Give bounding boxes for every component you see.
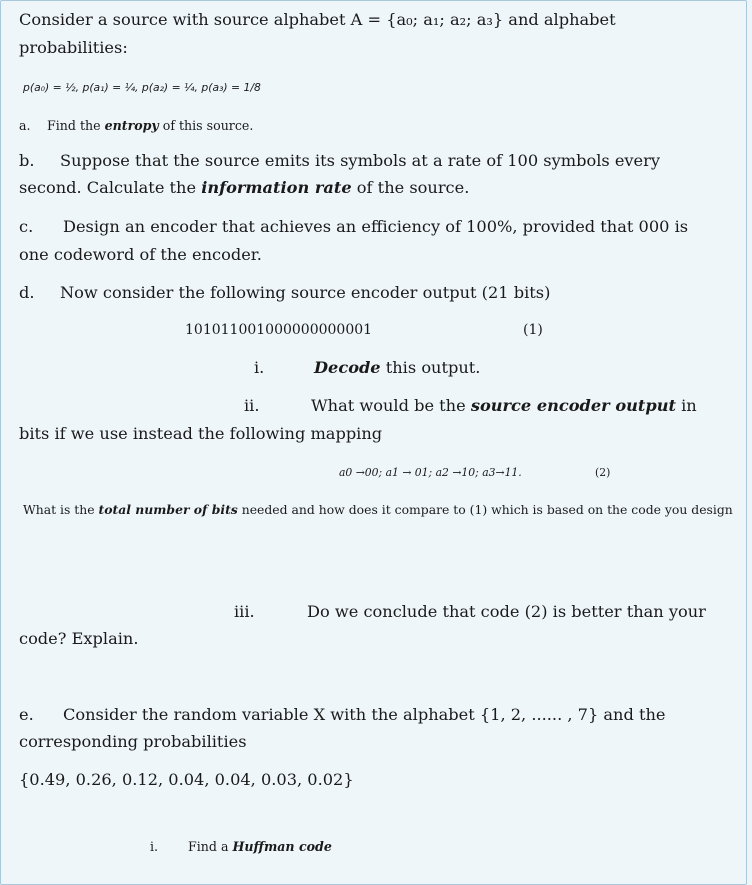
question-a-pre: Find the	[47, 118, 105, 133]
intro-line-2: probabilities:	[19, 38, 128, 57]
question-c-text-1: Design an encoder that achieves an efficiency of 100%, provided that 000 is	[63, 217, 689, 236]
encoder-output-bits: 101011001000000000001	[185, 322, 373, 338]
equation-number-1: (1)	[523, 322, 543, 338]
question-d-ii-line-2: bits if we use instead the following mapping	[19, 424, 383, 443]
question-b-post: of the source.	[351, 178, 470, 197]
question-a-label: a.	[19, 118, 31, 133]
intro-probabilities: p(a₀) = ½, p(a₁) = ¼, p(a₂) = ¼, p(a₃) = 1/8	[23, 81, 261, 94]
question-b-label: b.	[19, 151, 35, 170]
equation-number-2: (2)	[595, 466, 611, 479]
question-d-text-1: Now consider the following source encoder output (21 bits)	[60, 283, 551, 302]
intro-line-1: Consider a source with source alphabet A = {a₀; a₁; a₂; a₃} and alphabet	[19, 10, 616, 29]
question-c-line-1	[19, 217, 688, 236]
question-d-ii-post: in	[675, 396, 697, 415]
question-b-emphasis: information rate	[201, 178, 352, 197]
question-d-ii-line-1	[311, 396, 697, 415]
question-b-line-2	[19, 178, 469, 197]
question-d-line-1	[19, 283, 550, 302]
question-d-i	[314, 358, 480, 377]
question-e-i-label: i.	[150, 839, 159, 854]
question-a-post: of this source.	[158, 118, 254, 133]
total-bits-question	[23, 502, 733, 517]
question-a-emphasis: entropy	[104, 118, 159, 133]
question-a	[19, 118, 253, 133]
question-d-ii-pre: What would be the	[311, 396, 471, 415]
question-d-ii-emphasis: source encoder output	[470, 396, 676, 415]
question-d-label: d.	[19, 283, 35, 302]
question-d-i-post: this output.	[380, 358, 481, 377]
question-e-i-pre: Find a	[188, 839, 233, 854]
total-bits-pre: What is the	[23, 502, 99, 517]
total-bits-post: needed and how does it compare to (1) which is based on the code you design	[237, 502, 733, 517]
question-e-label: e.	[19, 705, 34, 724]
question-d-iii-line-1: Do we conclude that code (2) is better than your	[307, 602, 706, 621]
total-bits-emphasis: total number of bits	[98, 502, 238, 517]
question-e-text-1: Consider the random variable X with the alphabet {1, 2, ...... , 7} and the	[63, 705, 666, 724]
question-d-i-emphasis: Decode	[314, 358, 381, 377]
question-d-i-label: i.	[254, 358, 265, 377]
question-c-label: c.	[19, 217, 34, 236]
question-b-line-1	[19, 151, 660, 170]
question-e-i-emphasis: Huffman code	[232, 839, 332, 854]
question-b-pre: second. Calculate the	[19, 178, 202, 197]
question-e-line-2: corresponding probabilities	[19, 732, 247, 751]
question-d-iii-label: iii.	[234, 602, 255, 621]
question-c-line-2: one codeword of the encoder.	[19, 245, 262, 264]
question-e-probabilities: {0.49, 0.26, 0.12, 0.04, 0.04, 0.03, 0.02}	[19, 770, 354, 789]
question-d-iii-line-2: code? Explain.	[19, 629, 139, 648]
question-b-text-1: Suppose that the source emits its symbols at a rate of 100 symbols every	[60, 151, 661, 170]
question-e-i	[188, 839, 332, 854]
question-d-ii-label: ii.	[244, 396, 260, 415]
question-e-line-1	[19, 705, 666, 724]
alternative-mapping: a0 →00; a1 → 01; a2 →10; a3→11.	[339, 466, 522, 479]
